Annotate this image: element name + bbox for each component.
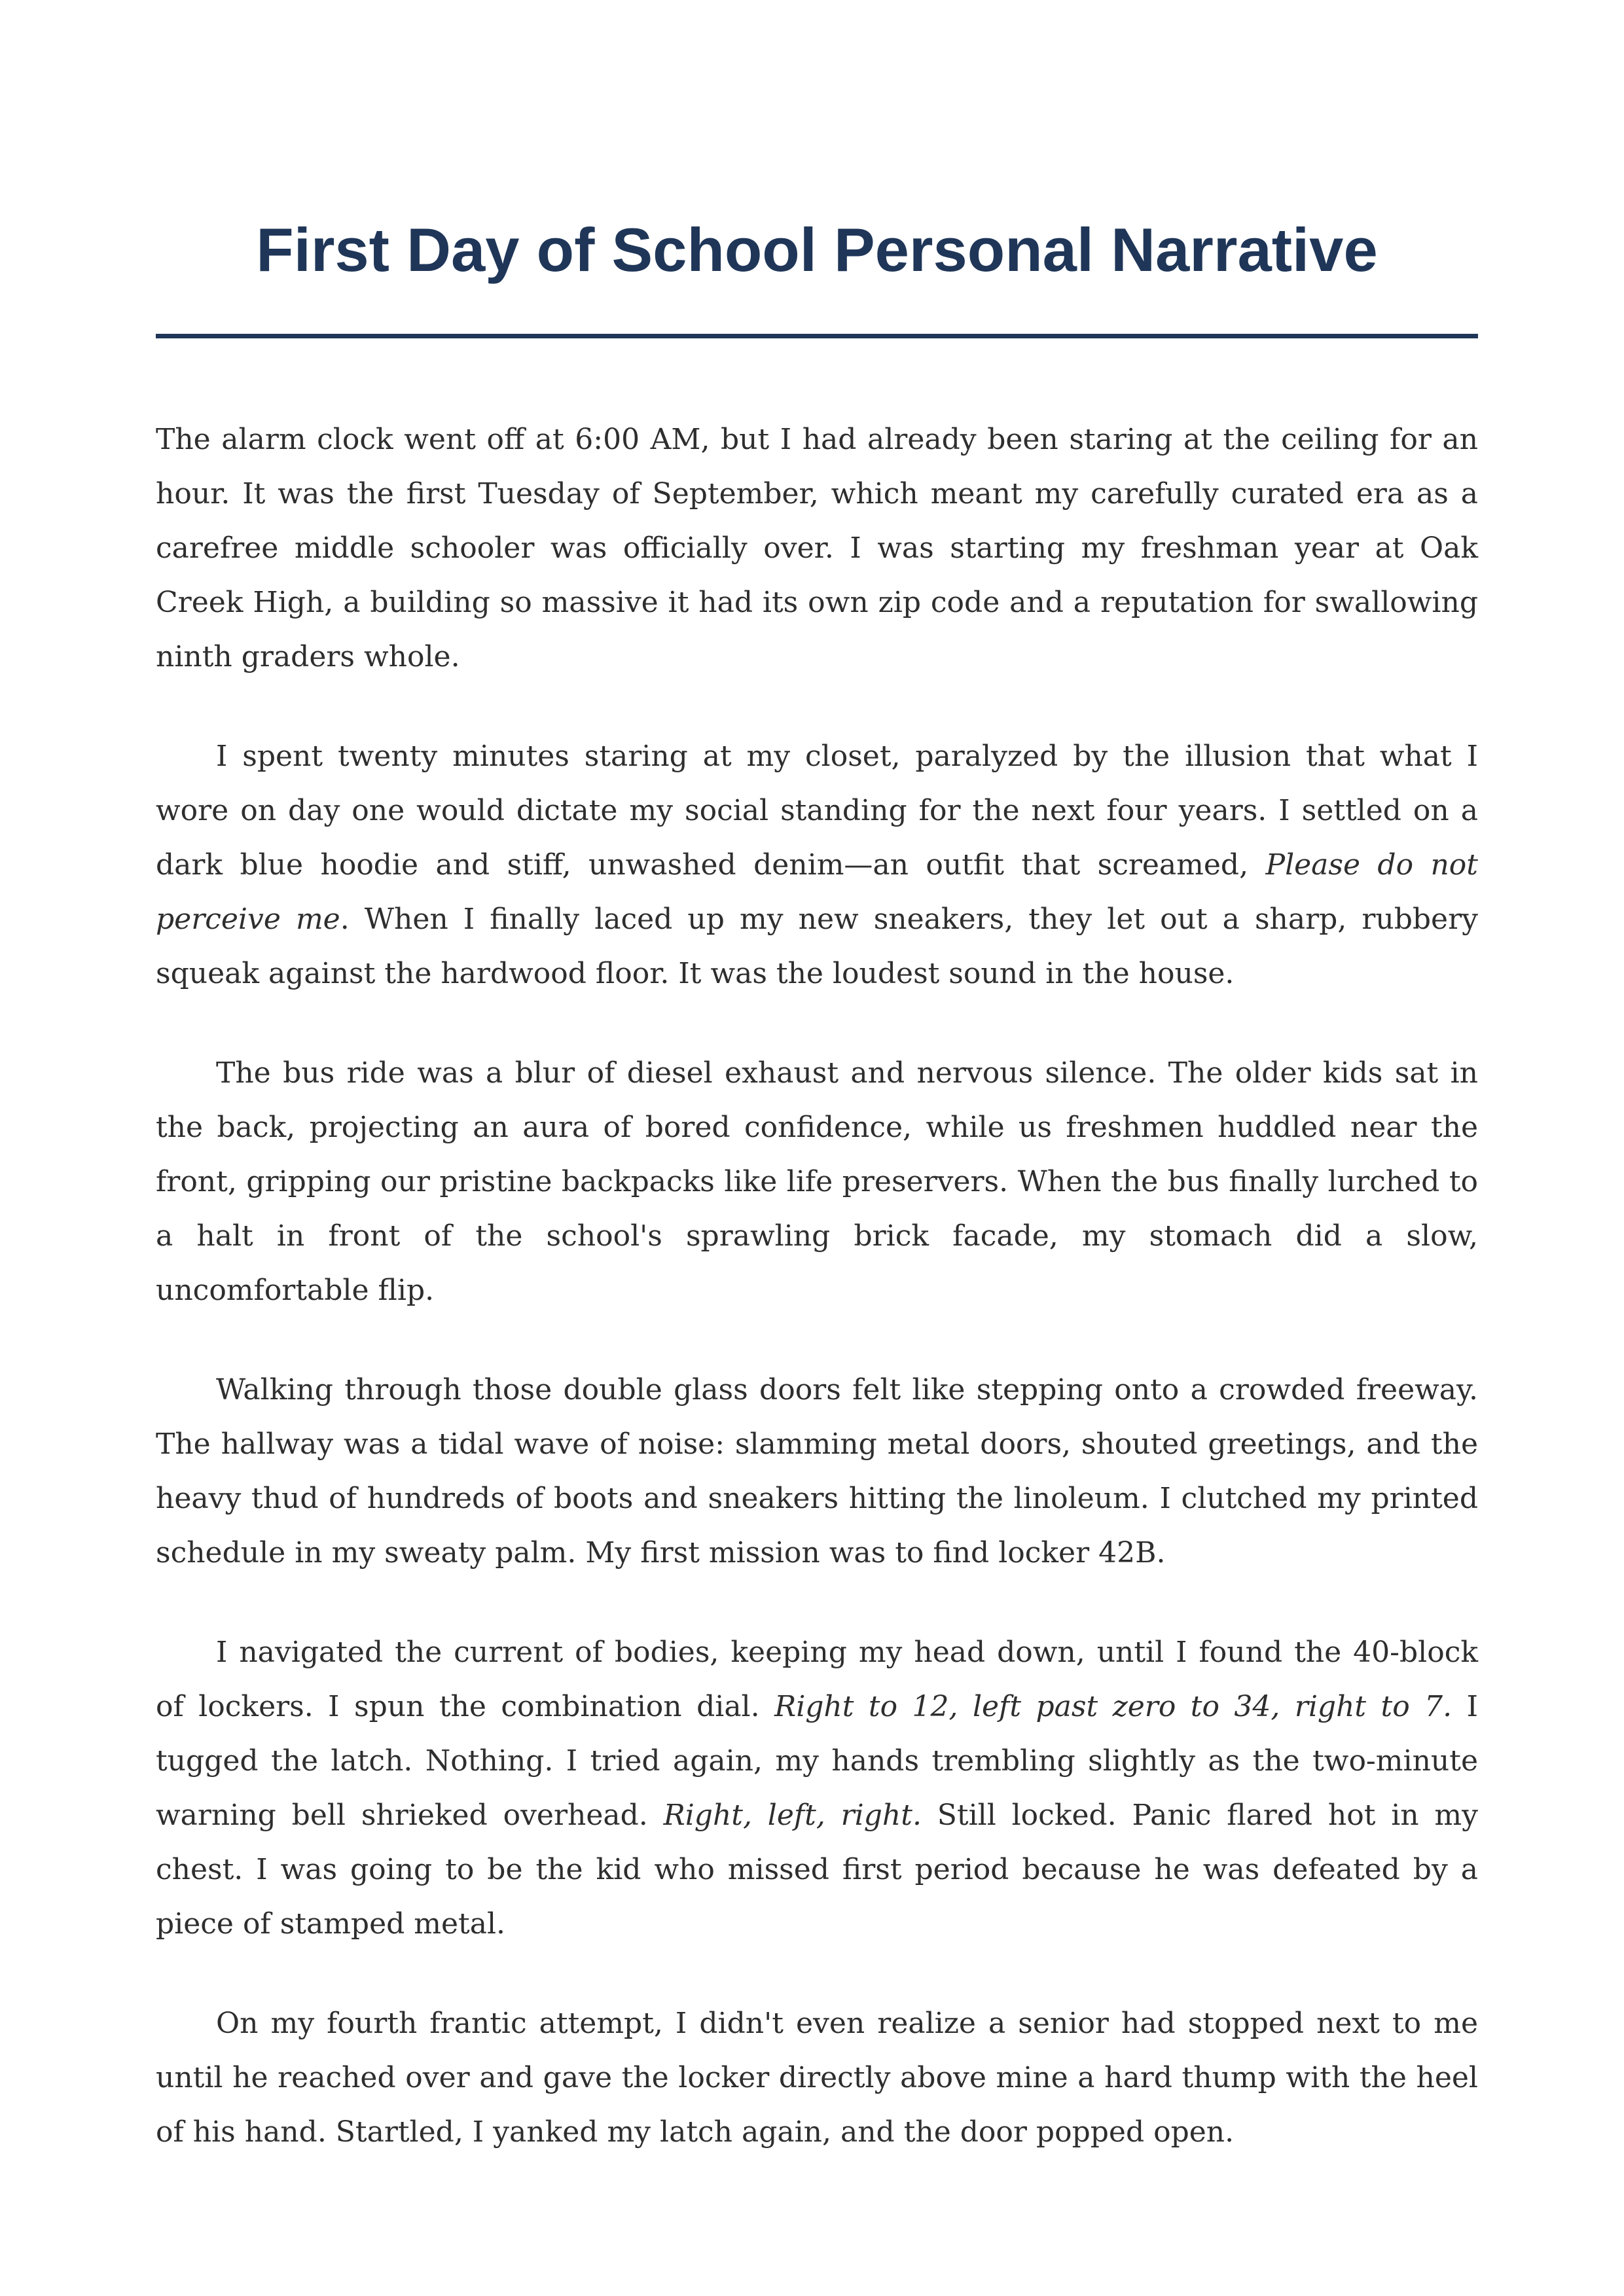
- narrative-body: [156, 412, 1478, 2159]
- document-title: First Day of School Personal Narrative: [256, 215, 1378, 284]
- italic-text: Please do not perceive me: [156, 848, 1478, 936]
- text-segment: Walking through those double glass doors felt like stepping onto a crowded freeway. The hallway was a tidal wave of noise: slamming metal doors, shouted greetings, and the heavy thud of hundreds of boots and sneakers hitting the linoleum. I clutched my printed schedule in my sweaty palm. My first mission was to find locker 42B.: [156, 1373, 1478, 1570]
- text-segment: The alarm clock went off at 6:00 AM, but I had already been staring at the ceiling for an hour. It was the first Tuesday of September, which meant my carefully curated era as a carefree middle schooler was officially over. I was starting my freshman year at Oak Creek High, a building so massive it had its own zip code and a reputation for swallowing ninth graders whole.: [156, 423, 1478, 673]
- text-segment: I tugged the latch. Nothing. I tried again, my hands trembling slightly as the two-minute warning bell shrieked overhead.: [156, 1690, 1479, 1832]
- paragraph: [156, 1363, 1478, 1580]
- text-segment: Still locked. Panic flared hot in my chest. I was going to be the kid who missed first period because he was defeated by a piece of stamped metal.: [156, 1799, 1478, 1941]
- document-page: [156, 0, 1478, 2204]
- paragraph: [156, 1046, 1478, 1318]
- text-segment: The bus ride was a blur of diesel exhaust and nervous silence. The older kids sat in the back, projecting an aura of bored confidence, while us freshmen huddled near the front, gripping our pristine backpacks like life preservers. When the bus finally lurched to a halt in front of the school's sprawling brick facade, my stomach did a slow, uncomfortable flip.: [156, 1056, 1478, 1307]
- text-segment: I navigated the current of bodies, keeping my head down, until I found the 40-block of lockers. I spun the combination dial.: [156, 1636, 1478, 1723]
- title-divider: [156, 334, 1478, 338]
- italic-text: Right, left, right.: [663, 1799, 922, 1832]
- text-segment: On my fourth frantic attempt, I didn't even realize a senior had stopped next to me until he reached over and gave the locker directly above mine a hard thump with the heel of his hand. Startled, I yanked my latch again, and the door popped open.: [156, 2007, 1478, 2149]
- paragraph: [156, 1996, 1478, 2159]
- paragraph: [156, 412, 1478, 684]
- paragraph: [156, 729, 1478, 1001]
- text-segment: . When I finally laced up my new sneakers, they let out a sharp, rubbery squeak against the hardwood floor. It was the loudest sound in the house.: [156, 903, 1478, 990]
- paragraph: [156, 1625, 1478, 1951]
- text-segment: I spent twenty minutes staring at my closet, paralyzed by the illusion that what I wore on day one would dictate my social standing for the next four years. I settled on a dark blue hoodie and stiff, unwashed denim—an outfit that screamed,: [156, 740, 1478, 882]
- italic-text: Right to 12, left past zero to 34, right to 7.: [774, 1690, 1453, 1723]
